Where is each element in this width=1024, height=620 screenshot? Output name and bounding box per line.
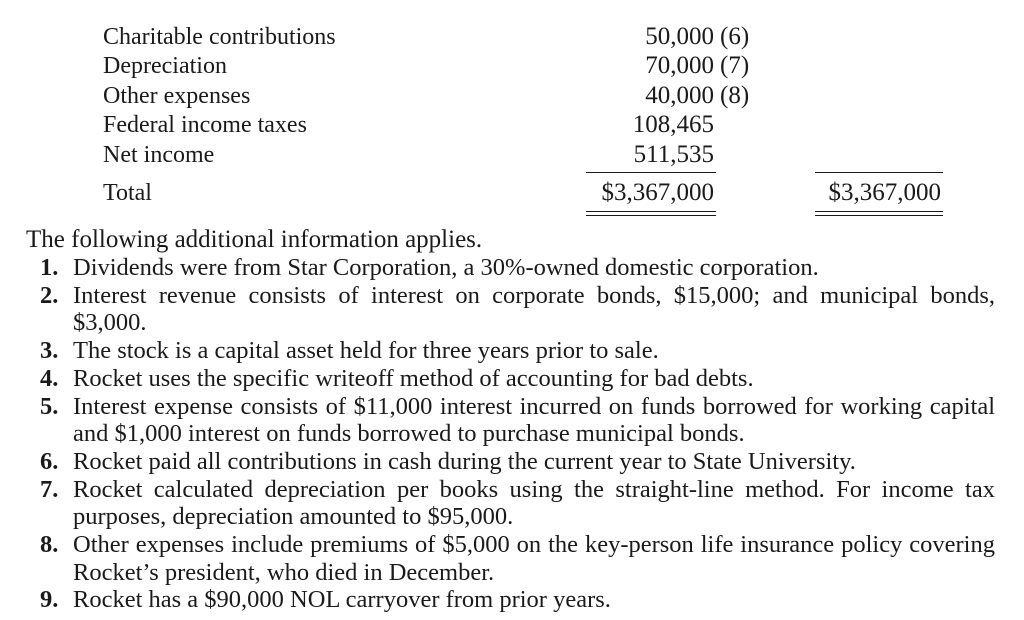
subtotal-rule-left <box>586 172 716 173</box>
item-text: Rocket paid all contributions in cash during the current year to State University. <box>73 447 856 475</box>
item-number: 2. <box>40 281 59 309</box>
list-item <box>40 365 995 393</box>
row-note: (7) <box>720 52 750 79</box>
item-text: Dividends were from Star Corporation, a 30%-owned domestic corporation. <box>73 254 819 281</box>
item-text: Rocket uses the specific writeoff method of accounting for bad debts. <box>73 364 754 392</box>
table-row <box>0 51 1024 81</box>
row-amount: 50,000 <box>645 23 714 50</box>
list-item <box>40 586 995 614</box>
total-row <box>0 178 1024 208</box>
row-note: (8) <box>720 82 750 109</box>
item-text: Rocket calculated depreciation per books using the straight-line method. For income tax purposes, depreciation amounted to $95,000. <box>73 475 995 531</box>
item-number: 6. <box>40 447 59 475</box>
subtotal-rule-right <box>815 172 943 173</box>
table-row <box>0 140 1024 170</box>
row-label: Other expenses <box>103 83 251 109</box>
item-number: 8. <box>40 531 59 559</box>
item-text: Rocket has a $90,000 NOL carryover from prior years. <box>73 586 611 614</box>
item-text: Interest revenue consists of interest on corporate bonds, $15,000; and municipal bonds, $3,000. <box>73 281 995 337</box>
row-amount: 108,465 <box>632 111 714 138</box>
total-debit: $3,367,000 <box>601 179 714 206</box>
item-number: 4. <box>40 364 59 392</box>
total-label: Total <box>103 180 152 206</box>
item-number: 1. <box>40 254 59 281</box>
item-number: 9. <box>40 586 59 614</box>
item-text: Other expenses include premiums of $5,000 on the key-person life insurance policy covering Rocket’s president, who died in December. <box>73 531 995 586</box>
total-double-rule-right <box>815 211 943 216</box>
list-item <box>40 254 995 282</box>
list-item <box>40 448 995 476</box>
row-amount: 70,000 <box>645 52 714 79</box>
table-row <box>0 110 1024 140</box>
info-list <box>40 254 995 614</box>
table-row <box>0 22 1024 52</box>
list-item <box>40 531 995 586</box>
item-text: Interest expense consists of $11,000 interest incurred on funds borrowed for working capital and $1,000 interest on funds borrowed to purchase municipal bonds. <box>73 392 995 448</box>
item-number: 5. <box>40 392 59 420</box>
item-number: 3. <box>40 337 59 365</box>
row-label: Depreciation <box>103 53 227 79</box>
item-number: 7. <box>40 475 59 503</box>
table-row <box>0 81 1024 111</box>
item-text: The stock is a capital asset held for three years prior to sale. <box>73 337 659 365</box>
row-amount: 40,000 <box>645 82 714 109</box>
row-label: Federal income taxes <box>103 112 307 138</box>
row-amount: 511,535 <box>633 141 714 168</box>
row-label: Net income <box>103 142 215 168</box>
intro-text: The following additional information applies. <box>26 226 483 253</box>
row-label: Charitable contributions <box>103 24 336 50</box>
list-item <box>40 393 995 448</box>
list-item <box>40 337 995 365</box>
total-double-rule-left <box>586 211 716 216</box>
row-note: (6) <box>720 23 750 50</box>
list-item <box>40 476 995 531</box>
list-item <box>40 282 995 337</box>
total-credit: $3,367,000 <box>828 179 941 206</box>
